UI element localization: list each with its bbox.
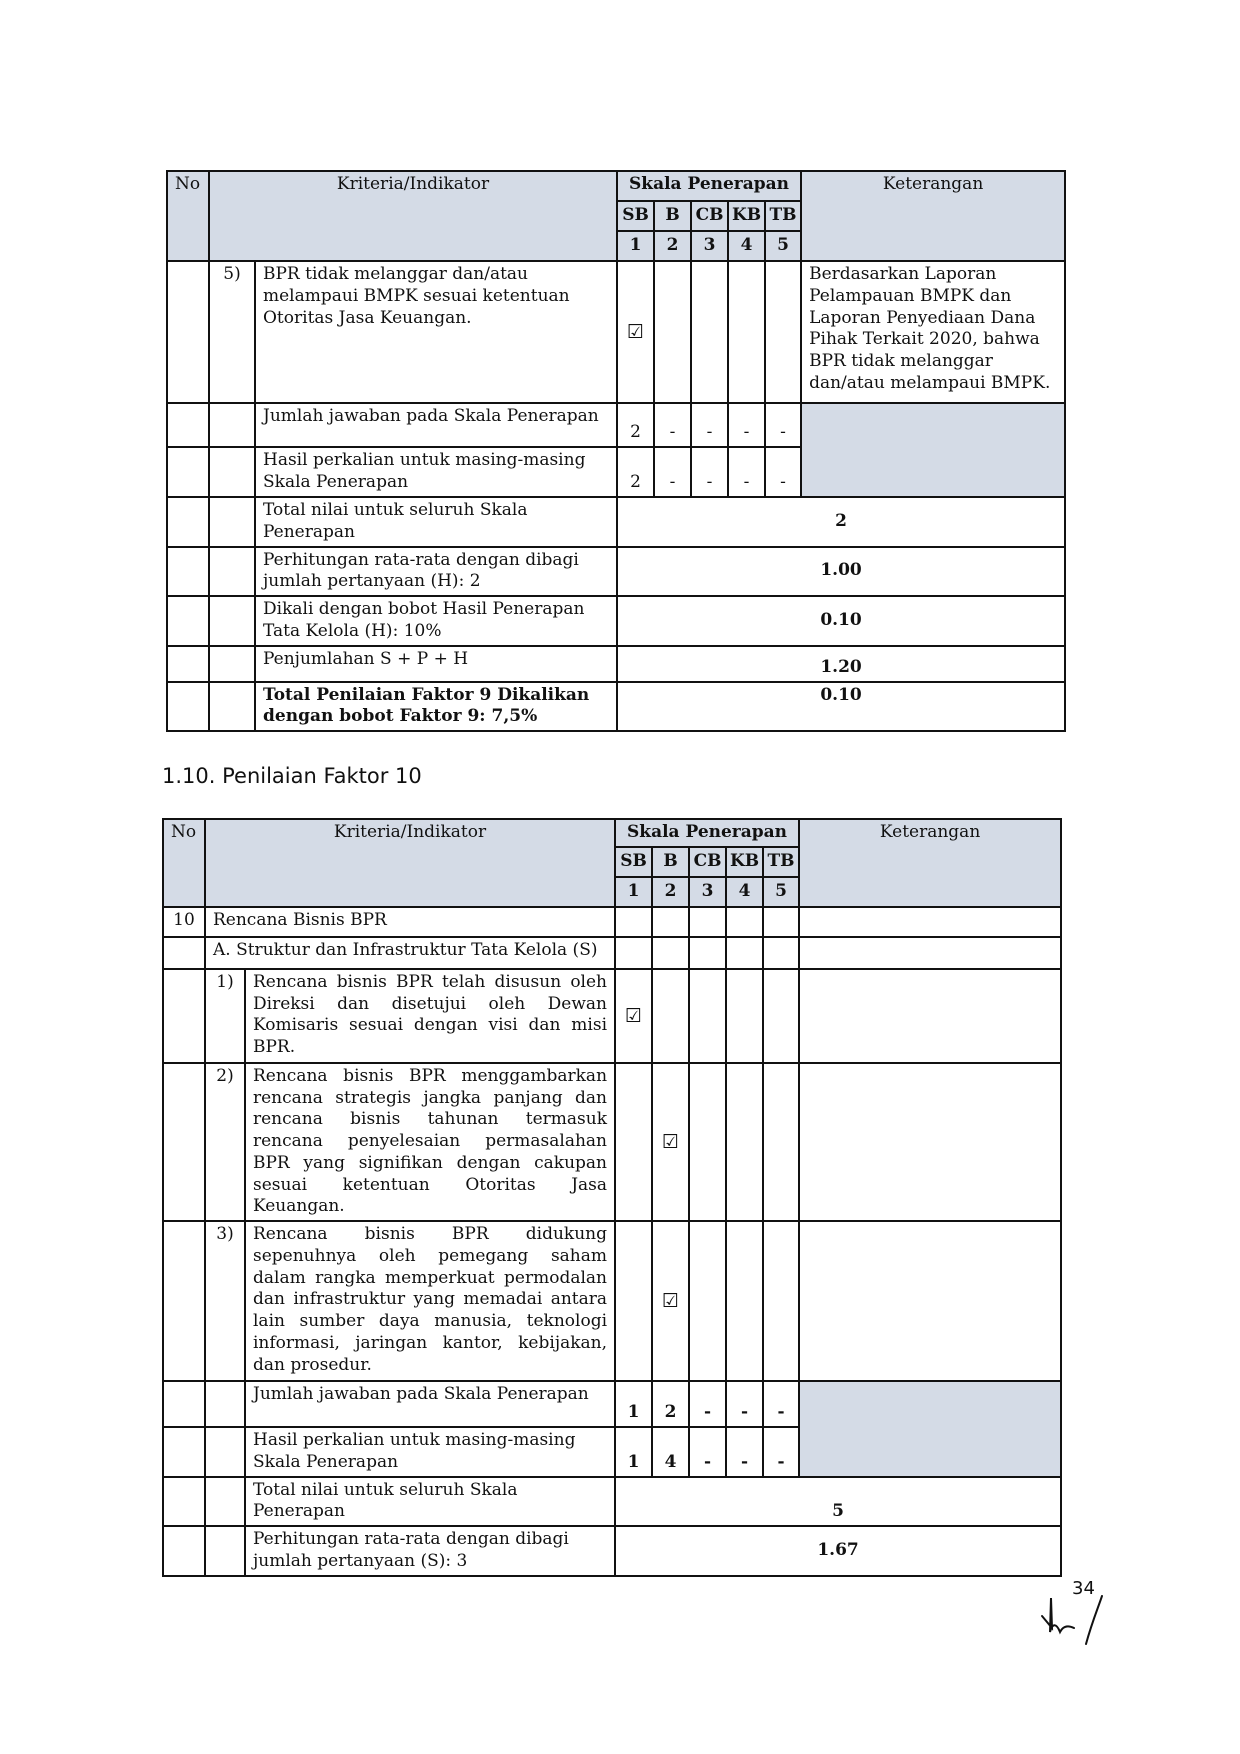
scale-code: SB: [615, 847, 652, 877]
empty-cell: [726, 1063, 763, 1221]
header-keterangan: Keterangan: [799, 819, 1061, 907]
shaded-cell: [799, 1381, 1061, 1477]
row-number: 10: [163, 907, 205, 937]
jumlah-value: -: [765, 403, 801, 447]
empty-cell: [205, 1381, 245, 1427]
item-text: BPR tidak melanggar dan/atau melampaui BMPK sesuai ketentuan Otoritas Jasa Keuangan.: [255, 261, 617, 403]
hasil-value: 4: [652, 1427, 689, 1477]
jumlah-value: -: [726, 1381, 763, 1427]
hasil-value: -: [726, 1427, 763, 1477]
empty-cell: [163, 1381, 205, 1427]
empty-cell: [167, 646, 209, 682]
header-skala-penerapan: Skala Penerapan: [615, 819, 799, 847]
item-number: 1): [205, 969, 245, 1063]
empty-cell: [689, 937, 726, 969]
empty-cell: [163, 1063, 205, 1221]
jumlah-value: 2: [652, 1381, 689, 1427]
jumlah-label: Jumlah jawaban pada Skala Penerapan: [255, 403, 617, 447]
scale-code: CB: [691, 201, 728, 231]
checkbox-checked-icon: ☑: [615, 969, 652, 1063]
section-title: 1.10. Penilaian Faktor 10: [162, 764, 422, 788]
empty-cell: [209, 447, 255, 497]
scale-number: 1: [617, 231, 654, 261]
header-kriteria: Kriteria/Indikator: [205, 819, 615, 907]
empty-cell: [167, 547, 209, 597]
faktor-10-table: [162, 818, 1062, 1577]
empty-cell: [799, 937, 1061, 969]
header-no: No: [167, 171, 209, 261]
empty-cell: [209, 403, 255, 447]
hasil-value: -: [728, 447, 765, 497]
header-keterangan: Keterangan: [801, 171, 1065, 261]
hasil-value: 2: [617, 447, 654, 497]
empty-cell: [163, 1526, 205, 1576]
scale-number: 2: [654, 231, 691, 261]
empty-cell: [163, 1427, 205, 1477]
empty-cell: [163, 1221, 205, 1381]
empty-cell: [726, 907, 763, 937]
row-title: Rencana Bisnis BPR: [205, 907, 615, 937]
empty-cell: [652, 907, 689, 937]
empty-cell: [205, 1526, 245, 1576]
empty-cell: [691, 261, 728, 403]
empty-cell: [799, 1221, 1061, 1381]
scale-code: KB: [726, 847, 763, 877]
empty-cell: [167, 682, 209, 732]
total-label: Total nilai untuk seluruh Skala Penerapan: [255, 497, 617, 547]
empty-cell: [167, 403, 209, 447]
scale-number: 4: [728, 231, 765, 261]
empty-cell: [167, 261, 209, 403]
scale-number: 3: [691, 231, 728, 261]
bobot-label: Dikali dengan bobot Hasil Penerapan Tata Kelola (H): 10%: [255, 596, 617, 646]
empty-cell: [728, 261, 765, 403]
empty-cell: [163, 969, 205, 1063]
rata-rata-value: 1.00: [617, 547, 1065, 597]
scale-code: B: [652, 847, 689, 877]
empty-cell: [615, 937, 652, 969]
empty-cell: [205, 1477, 245, 1527]
empty-cell: [209, 596, 255, 646]
empty-cell: [689, 1221, 726, 1381]
scale-code: TB: [763, 847, 799, 877]
signature-initials: [1038, 1592, 1118, 1656]
empty-cell: [615, 1221, 652, 1381]
empty-cell: [167, 447, 209, 497]
empty-cell: [689, 969, 726, 1063]
empty-cell: [209, 547, 255, 597]
rata-rata-label: Perhitungan rata-rata dengan dibagi jumlah pertanyaan (S): 3: [245, 1526, 615, 1576]
empty-cell: [209, 682, 255, 732]
empty-cell: [689, 1063, 726, 1221]
scale-number: 1: [615, 877, 652, 907]
scale-code: TB: [765, 201, 801, 231]
rata-rata-label: Perhitungan rata-rata dengan dibagi jumlah pertanyaan (H): 2: [255, 547, 617, 597]
empty-cell: [689, 907, 726, 937]
item-number: 2): [205, 1063, 245, 1221]
jumlah-value: -: [654, 403, 691, 447]
empty-cell: [652, 969, 689, 1063]
total-value: 5: [615, 1477, 1061, 1527]
hasil-value: -: [765, 447, 801, 497]
empty-cell: [726, 937, 763, 969]
empty-cell: [763, 907, 799, 937]
item-number: 5): [209, 261, 255, 403]
header-no: No: [163, 819, 205, 907]
hasil-value: -: [691, 447, 728, 497]
hasil-value: 1: [615, 1427, 652, 1477]
faktor-total-value: 0.10: [617, 682, 1065, 732]
scale-number: 3: [689, 877, 726, 907]
jumlah-value: -: [728, 403, 765, 447]
scale-number: 5: [763, 877, 799, 907]
scale-number: 5: [765, 231, 801, 261]
empty-cell: [726, 1221, 763, 1381]
hasil-label: Hasil perkalian untuk masing-masing Skala Penerapan: [245, 1427, 615, 1477]
total-label: Total nilai untuk seluruh Skala Penerapan: [245, 1477, 615, 1527]
checkbox-checked-icon: ☑: [617, 261, 654, 403]
scale-number: 2: [652, 877, 689, 907]
shaded-cell: [801, 403, 1065, 497]
empty-cell: [654, 261, 691, 403]
bobot-value: 0.10: [617, 596, 1065, 646]
rata-rata-value: 1.67: [615, 1526, 1061, 1576]
jumlah-value: -: [763, 1381, 799, 1427]
empty-cell: [615, 1063, 652, 1221]
empty-cell: [652, 937, 689, 969]
faktor-9-table: [166, 170, 1066, 732]
scale-code: KB: [728, 201, 765, 231]
jumlah-value: 2: [617, 403, 654, 447]
faktor-total-label: Total Penilaian Faktor 9 Dikalikan dengan bobot Faktor 9: 7,5%: [255, 682, 617, 732]
header-skala-penerapan: Skala Penerapan: [617, 171, 801, 201]
empty-cell: [615, 907, 652, 937]
item-text: Rencana bisnis BPR telah disusun oleh Direksi dan disetujui oleh Dewan Komisaris sesuai dengan visi dan misi BPR.: [245, 969, 615, 1063]
hasil-label: Hasil perkalian untuk masing-masing Skala Penerapan: [255, 447, 617, 497]
empty-cell: [167, 497, 209, 547]
jumlah-value: 1: [615, 1381, 652, 1427]
header-kriteria: Kriteria/Indikator: [209, 171, 617, 261]
empty-cell: [209, 646, 255, 682]
scale-code: CB: [689, 847, 726, 877]
subsection-title: A. Struktur dan Infrastruktur Tata Kelola (S): [205, 937, 615, 969]
hasil-value: -: [689, 1427, 726, 1477]
checkbox-checked-icon: ☑: [652, 1221, 689, 1381]
empty-cell: [763, 969, 799, 1063]
empty-cell: [205, 1427, 245, 1477]
jumlah-value: -: [691, 403, 728, 447]
empty-cell: [167, 596, 209, 646]
empty-cell: [726, 969, 763, 1063]
sph-label: Penjumlahan S + P + H: [255, 646, 617, 682]
hasil-value: -: [654, 447, 691, 497]
empty-cell: [799, 1063, 1061, 1221]
page-number: 34: [1072, 1578, 1095, 1599]
empty-cell: [799, 907, 1061, 937]
item-keterangan: Berdasarkan Laporan Pelampauan BMPK dan Laporan Penyediaan Dana Pihak Terkait 2020, bahwa BPR tidak melanggar dan/atau melampaui BMPK.: [801, 261, 1065, 403]
empty-cell: [163, 937, 205, 969]
item-text: Rencana bisnis BPR didukung sepenuhnya oleh pemegang saham dalam rangka memperkuat permodalan dan infrastruktur yang memadai antara lain sumber daya manusia, teknologi informasi, jaringan kantor, kebijakan, dan prosedur.: [245, 1221, 615, 1381]
scale-code: SB: [617, 201, 654, 231]
jumlah-label: Jumlah jawaban pada Skala Penerapan: [245, 1381, 615, 1427]
empty-cell: [765, 261, 801, 403]
total-value: 2: [617, 497, 1065, 547]
jumlah-value: -: [689, 1381, 726, 1427]
hasil-value: -: [763, 1427, 799, 1477]
item-text: Rencana bisnis BPR menggambarkan rencana strategis jangka panjang dan rencana bisnis tahunan termasuk rencana penyelesaian permasalahan BPR yang signifikan dengan cakupan sesuai ketentuan Otoritas Jasa Keuangan.: [245, 1063, 615, 1221]
sph-value: 1.20: [617, 646, 1065, 682]
empty-cell: [763, 1221, 799, 1381]
scale-code: B: [654, 201, 691, 231]
empty-cell: [209, 497, 255, 547]
checkbox-checked-icon: ☑: [652, 1063, 689, 1221]
scale-number: 4: [726, 877, 763, 907]
item-number: 3): [205, 1221, 245, 1381]
empty-cell: [763, 1063, 799, 1221]
empty-cell: [763, 937, 799, 969]
signature-mark: [1038, 1592, 1118, 1652]
empty-cell: [163, 1477, 205, 1527]
empty-cell: [799, 969, 1061, 1063]
